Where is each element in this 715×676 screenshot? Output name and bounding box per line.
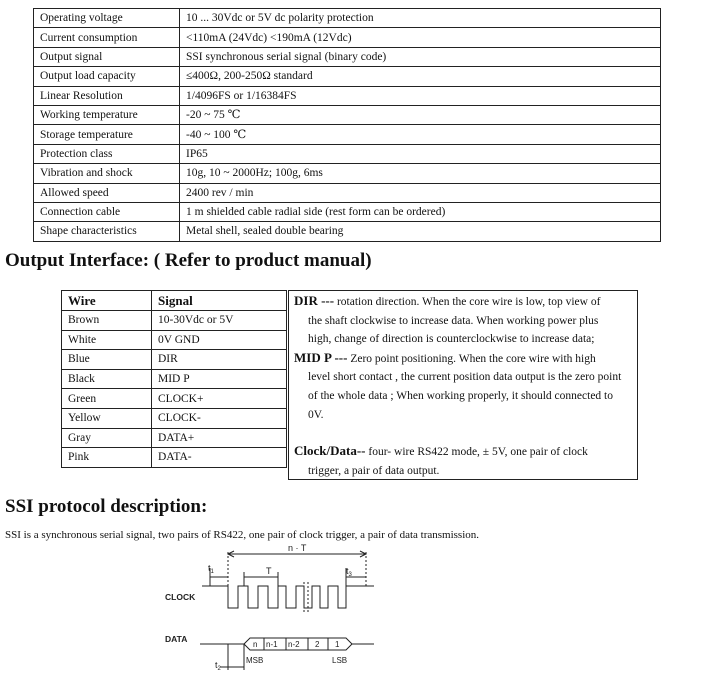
spec-value: Metal shell, sealed double bearing — [180, 222, 661, 241]
wire-signal: DATA- — [152, 448, 287, 468]
wire-color: Black — [62, 369, 152, 389]
spec-row — [34, 28, 661, 47]
nt-label: n · T — [288, 544, 307, 553]
spec-label: Shape characteristics — [34, 222, 180, 241]
spec-row — [34, 86, 661, 105]
dir-desc-line: high, change of direction is counterclockwise to increase data; — [308, 333, 595, 346]
wire-color: White — [62, 330, 152, 350]
lsb-label: LSB — [332, 656, 348, 665]
signal-descriptions — [288, 290, 638, 480]
spec-label: Operating voltage — [34, 9, 180, 28]
spec-label: Connection cable — [34, 202, 180, 221]
spec-value: SSI synchronous serial signal (binary code) — [180, 47, 661, 66]
spec-value: <110mA (24Vdc) <190mA (12Vdc) — [180, 28, 661, 47]
dir-desc-line: the shaft clockwise to increase data. When working power plus — [308, 314, 599, 327]
spec-row — [34, 125, 661, 144]
wire-signal: MID P — [152, 369, 287, 389]
bit-label: 1 — [335, 640, 340, 649]
wire-signal: 0V GND — [152, 330, 287, 350]
spec-value: 1/4096FS or 1/16384FS — [180, 86, 661, 105]
clock-term: Clock/Data-- — [294, 443, 366, 459]
spec-value: -40 ~ 100 ℃ — [180, 125, 661, 144]
wire-row — [62, 448, 287, 468]
wire-row — [62, 408, 287, 428]
spec-row — [34, 9, 661, 28]
midp-desc-line: level short contact , the current position data output is the zero point — [308, 371, 622, 384]
clock-waveform — [202, 586, 374, 608]
signal-column-header: Signal — [152, 291, 287, 311]
wire-row — [62, 350, 287, 370]
spec-label: Current consumption — [34, 28, 180, 47]
spec-label: Output signal — [34, 47, 180, 66]
wire-color: Green — [62, 389, 152, 409]
dir-desc-line — [294, 292, 632, 312]
spec-row — [34, 202, 661, 221]
wire-column-header: Wire — [62, 291, 152, 311]
wire-row — [62, 369, 287, 389]
bit-label: n — [253, 640, 258, 649]
spec-label: Vibration and shock — [34, 164, 180, 183]
spec-value: 10 ... 30Vdc or 5V dc polarity protection — [180, 9, 661, 28]
midp-text: Zero point positioning. When the core wire with high — [347, 352, 596, 365]
t3-label: $t_3$ — [346, 566, 352, 578]
spec-value: -20 ~ 75 ℃ — [180, 105, 661, 124]
msb-label: MSB — [246, 656, 264, 665]
dir-text: rotation direction. When the core wire is low, top view of — [334, 296, 601, 308]
clock-label: CLOCK — [165, 592, 196, 602]
t-label: T — [266, 566, 272, 576]
wire-row — [62, 389, 287, 409]
ssi-timing-diagram — [160, 544, 400, 674]
spec-value: IP65 — [180, 144, 661, 163]
dir-term: DIR --- — [294, 293, 335, 308]
wire-signal: DATA+ — [152, 428, 287, 448]
midp-desc-line: of the whole data ; When working properly, it should connected to — [308, 389, 613, 402]
spec-row — [34, 222, 661, 241]
wire-color: Yellow — [62, 408, 152, 428]
output-interface-heading: Output Interface: ( Refer to product manual) — [5, 250, 372, 271]
spec-row — [34, 164, 661, 183]
wire-color: Blue — [62, 350, 152, 370]
spec-label: Output load capacity — [34, 67, 180, 86]
wire-color: Brown — [62, 311, 152, 331]
wire-signal: CLOCK+ — [152, 389, 287, 409]
bit-label: 2 — [315, 640, 320, 649]
spec-label: Linear Resolution — [34, 86, 180, 105]
wire-row — [62, 428, 287, 448]
spec-value: ≤400Ω, 200-250Ω standard — [180, 67, 661, 86]
wire-table — [61, 290, 287, 468]
midp-term: MID P --- — [294, 349, 348, 365]
spec-row — [34, 144, 661, 163]
midp-desc-line — [294, 349, 632, 369]
spec-table — [33, 8, 661, 242]
spec-value: 10g, 10 ~ 2000Hz; 100g, 6ms — [180, 164, 661, 183]
spec-label: Protection class — [34, 144, 180, 163]
spec-label: Storage temperature — [34, 125, 180, 144]
spec-row — [34, 105, 661, 124]
wire-signal: DIR — [152, 350, 287, 370]
bit-label: n-2 — [288, 640, 300, 649]
wire-row — [62, 311, 287, 331]
clock-text: four- wire RS422 mode, ± 5V, one pair of clock — [365, 446, 588, 459]
wire-signal: 10-30Vdc or 5V — [152, 311, 287, 331]
spec-row — [34, 67, 661, 86]
ssi-intro-text: SSI is a synchronous serial signal, two pairs of RS422, one pair of clock trigger, a pair of data transmission. — [5, 529, 479, 541]
clock-desc-line — [294, 442, 632, 462]
spec-value: 1 m shielded cable radial side (rest form can be ordered) — [180, 202, 661, 221]
t2-label: $t_2$ — [215, 660, 221, 672]
clock-desc-line: trigger, a pair of data output. — [308, 464, 440, 477]
wire-color: Gray — [62, 428, 152, 448]
ssi-heading: SSI protocol description: — [5, 496, 208, 517]
spec-value: 2400 rev / min — [180, 183, 661, 202]
spec-label: Working temperature — [34, 105, 180, 124]
midp-desc-line: 0V. — [308, 408, 324, 421]
spec-label: Allowed speed — [34, 183, 180, 202]
bit-label: n-1 — [266, 640, 278, 649]
spec-row — [34, 47, 661, 66]
wire-color: Pink — [62, 448, 152, 468]
wire-signal: CLOCK- — [152, 408, 287, 428]
data-label: DATA — [165, 634, 188, 644]
t1-label: $t_1$ — [208, 563, 214, 575]
wire-row — [62, 330, 287, 350]
spec-row — [34, 183, 661, 202]
